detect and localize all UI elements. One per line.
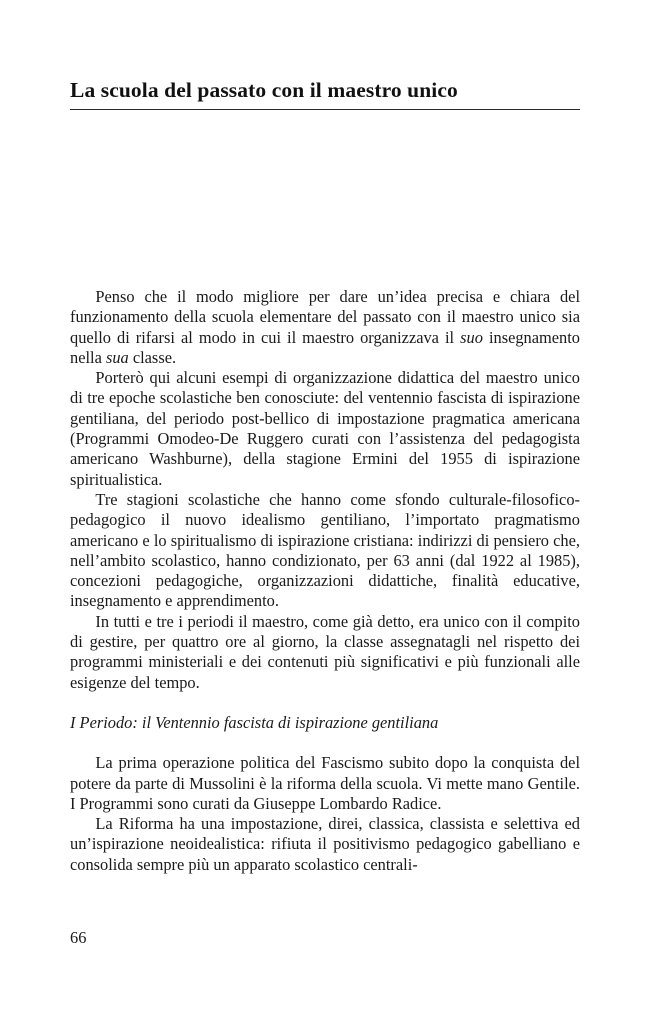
spacer-below-subheading <box>70 733 580 753</box>
text-run: Tre stagioni scolastiche che hanno come sfondo culturale-filosofico-pedagogico il nuovo idealismo gentiliano, l’importato pragmatismo americano e lo spiritualismo di ispirazione cristiana: indirizzi di pensiero che, nell’ambito scolastico, hanno condizionato, per 63 anni (dal 1922 al 1985), concezioni pedagogiche, organizzazioni didattiche, finalità educative, insegnamento e apprendimento. <box>70 489 580 611</box>
paragraph-4 <box>70 612 580 693</box>
text-run: insegnamento nella <box>70 327 580 367</box>
emphasised-text: sua <box>105 347 129 367</box>
text-run: Porterò qui alcuni esempi di organizzazione didattica del maestro unico di tre epoche scolastiche ben conosciute: del ventennio fascista di ispirazione gentiliana, del periodo post-bellico di impostazione pragmatica americana (Programmi Omodeo-De Ruggero curati con l’assistenza del pedagogista americano Washburne), della stagione Ermini del 1955 di ispirazione spiritualistica. <box>70 368 580 489</box>
paragraph-3 <box>70 490 580 612</box>
body-text-column <box>70 287 580 875</box>
page-title: La scuola del passato con il maestro unico <box>70 78 458 102</box>
page-number: 66 <box>70 928 87 947</box>
paragraph-2 <box>70 368 580 490</box>
emphasised-text: suo <box>460 327 483 347</box>
text-run: In tutti e tre i periodi il maestro, come già detto, era unico con il compito di gestire, per quattro ore al giorno, la classe assegnatagli nel rispetto dei programmi ministeriali e dei contenuti più significativi e più funzionali alle esigenze del tempo. <box>70 611 580 692</box>
section-subheading: I Periodo: il Ventennio fascista di ispirazione gentiliana <box>70 712 439 732</box>
title-block <box>70 78 580 110</box>
paragraph-1 <box>70 287 580 368</box>
spacer-above-subheading <box>70 693 580 713</box>
text-run: La Riforma ha una impostazione, direi, classica, classista e selettiva ed un’ispirazione neoidealistica: rifiuta il positivismo pedagogico gabelliano e consolida sempre più un apparato scolastico centrali- <box>70 814 580 874</box>
title-divider-rule <box>70 109 580 110</box>
paragraph-6 <box>70 814 580 875</box>
text-run: La prima operazione politica del Fascismo subito dopo la conquista del potere da parte di Mussolini è la riforma della scuola. Vi mette mano Gentile. I Programmi sono curati da Giuseppe Lombardo Radice. <box>70 753 580 813</box>
text-run: classe. <box>128 347 177 367</box>
text-run: Penso che il modo migliore per dare un’idea precisa e chiara del funzionamento della scuola elementare del passato con il maestro unico sia quello di rifarsi al modo in cui il maestro organizzava il <box>70 287 580 347</box>
paragraph-5 <box>70 753 580 814</box>
